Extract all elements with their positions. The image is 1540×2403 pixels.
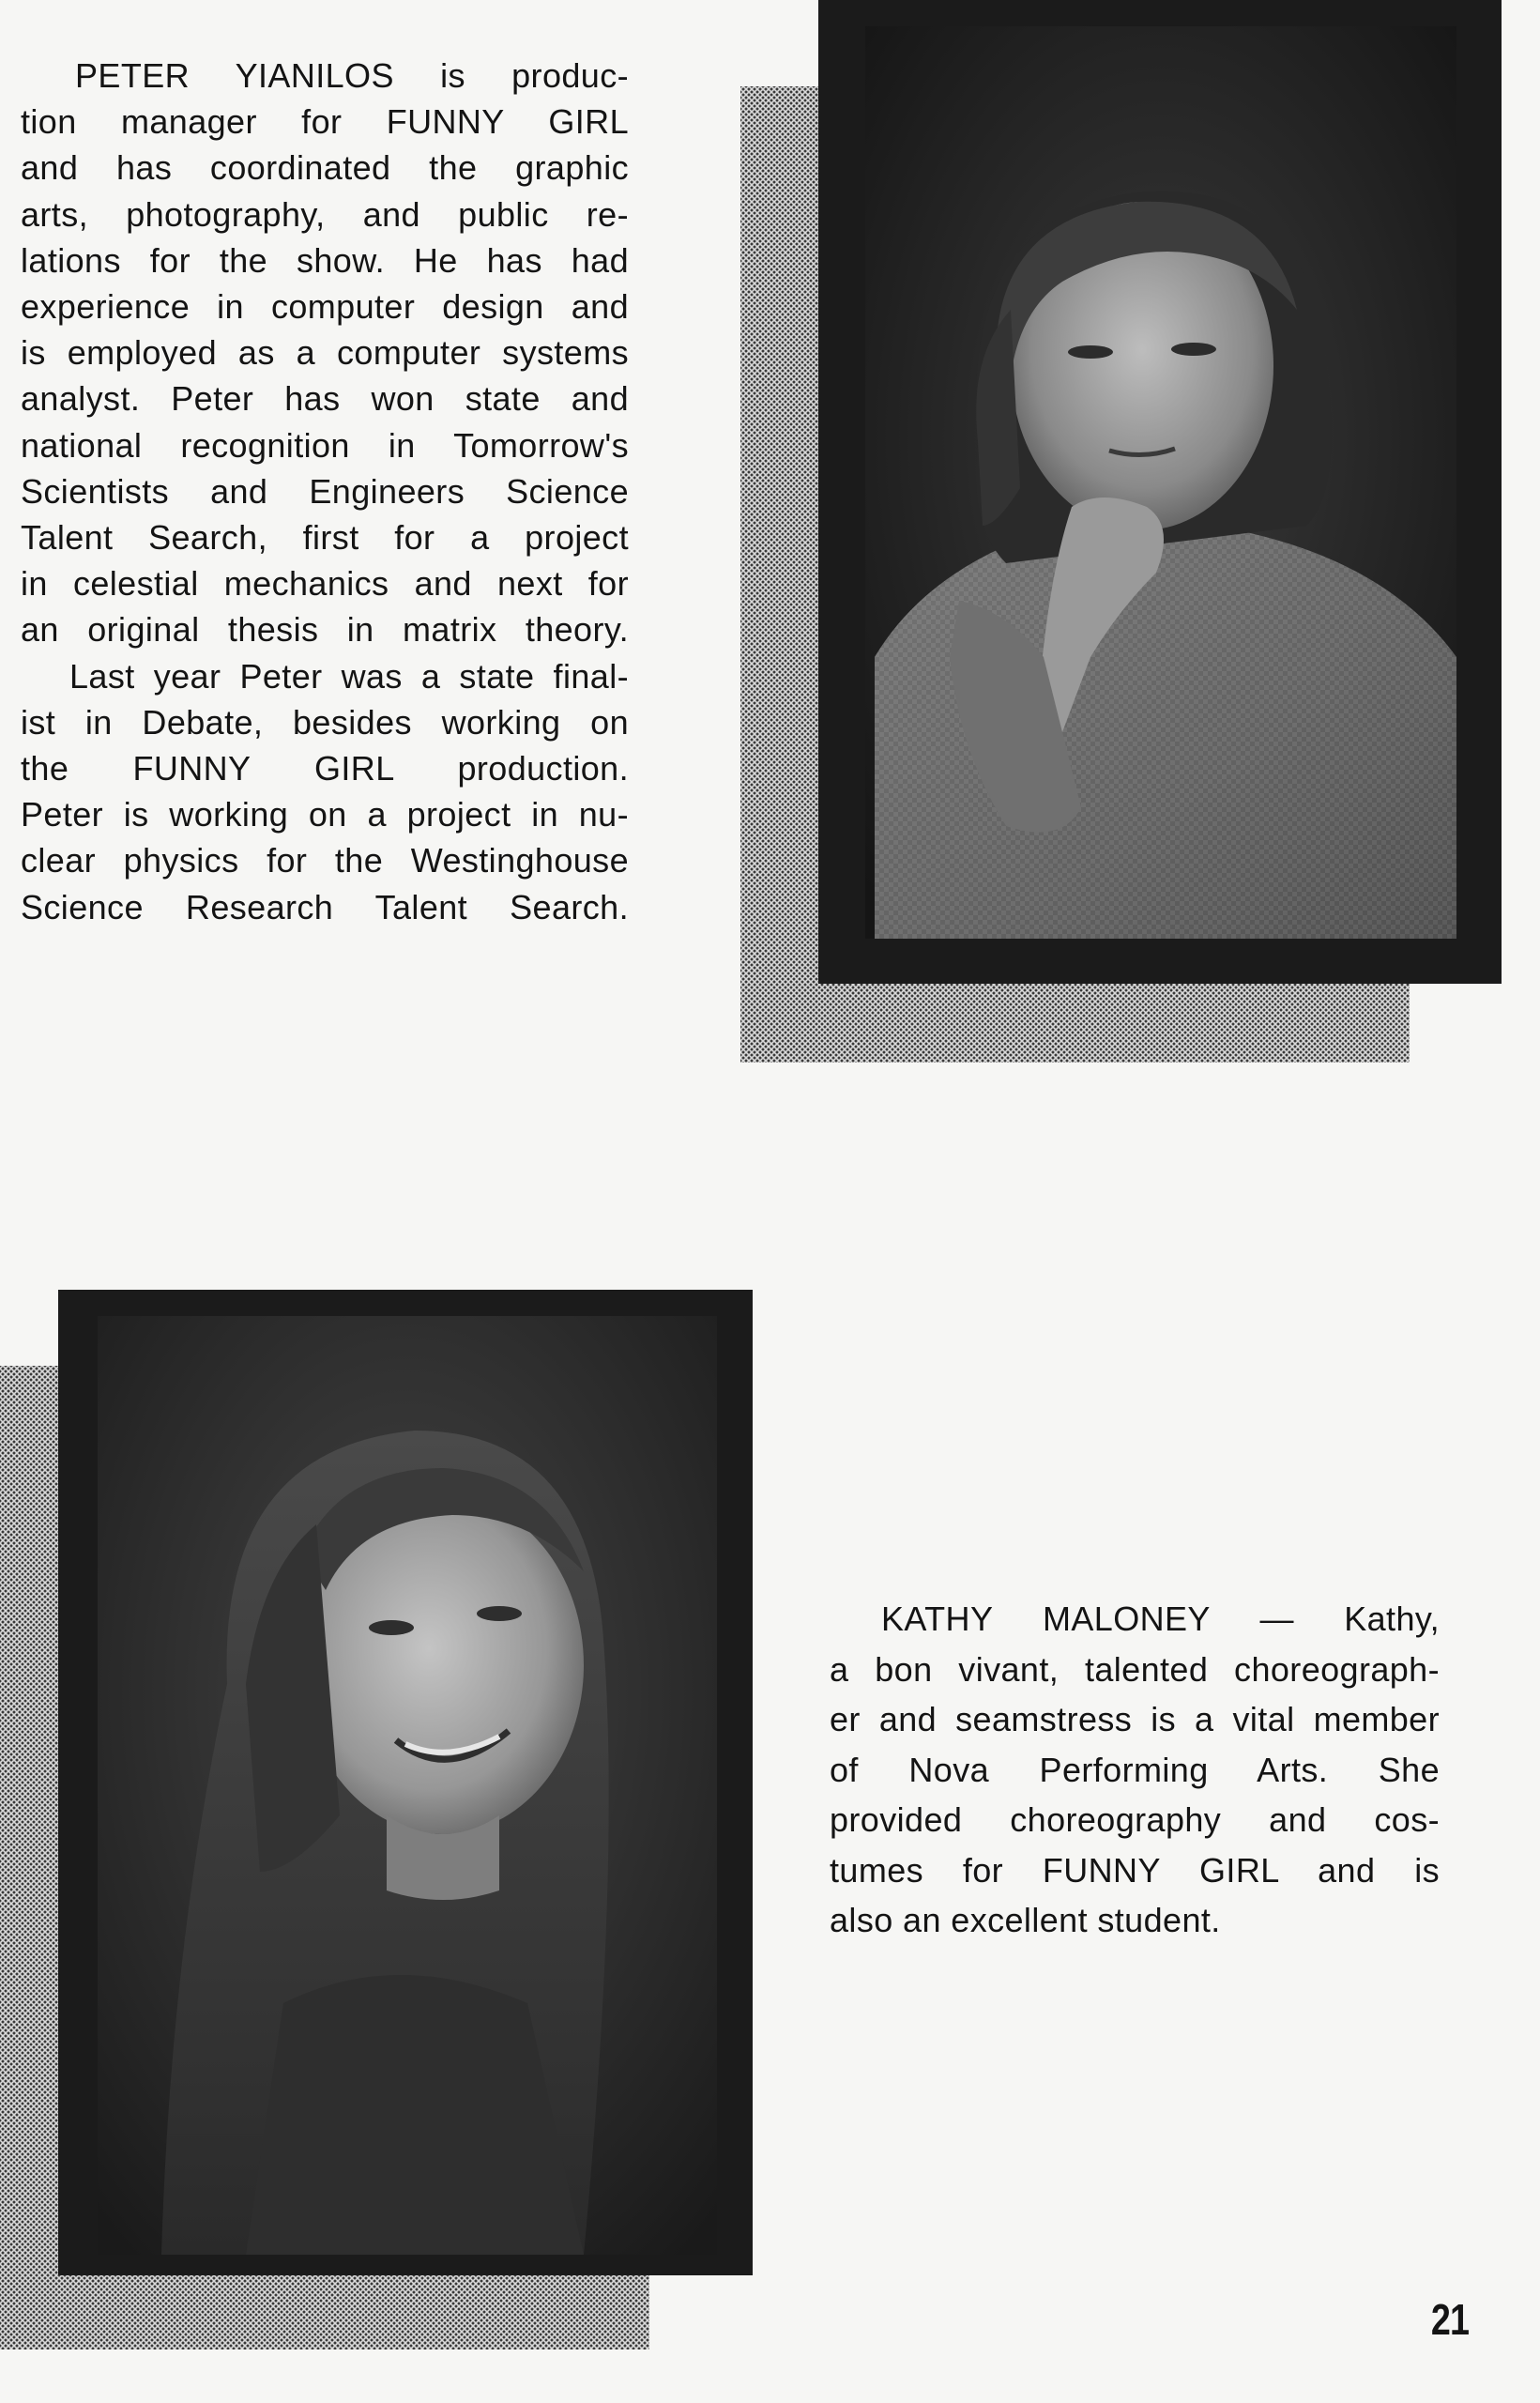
kathy-portrait-image [58,1290,753,2275]
bio-line: tion manager for FUNNY GIRL [21,102,629,142]
bio-line: national recognition in Tomorrow's [21,425,629,465]
bio-line: also an excellent student. [830,1901,1221,1939]
bio-line: KATHY MALONEY — Kathy, [881,1599,1440,1638]
bio-line: is employed as a computer systems [21,333,629,373]
bio-line: in celestial mechanics and next for [21,564,629,604]
bio-peter [21,53,629,930]
bio-line: Peter is working on a project in nu- [21,795,629,834]
bio-line: Science Research Talent Search. [21,887,629,926]
bio-line: experience in computer design and [21,287,629,327]
peter-portrait-image [818,0,1502,984]
bio-kathy [830,1594,1440,1946]
bio-line: Scientists and Engineers Science [21,471,629,511]
bio-line: Last year Peter was a state final- [69,656,629,696]
bio-line: er and seamstress is a vital member [830,1700,1440,1738]
bio-line: arts, photography, and public re- [21,194,629,234]
bio-line: tumes for FUNNY GIRL and is [830,1850,1440,1890]
bio-line: a bon vivant, talented choreograph- [830,1649,1440,1689]
bio-line: provided choreography and cos- [830,1800,1440,1839]
bio-line: lations for the show. He has had [21,240,629,280]
bio-line: clear physics for the Westinghouse [21,841,629,880]
bio-line: PETER YIANILOS is produc- [75,56,629,95]
bio-line: of Nova Performing Arts. She [830,1750,1440,1789]
bio-line: Talent Search, first for a project [21,518,629,558]
bio-line: and has coordinated the graphic [21,148,629,188]
peter-portrait-photo [818,0,1502,984]
page-number: 21 [1430,2295,1469,2344]
kathy-portrait-photo [58,1290,753,2275]
bio-line: ist in Debate, besides working on [21,702,629,742]
bio-line: an original thesis in matrix theory. [21,610,629,650]
bio-line: analyst. Peter has won state and [21,379,629,419]
bio-line: the FUNNY GIRL production. [21,749,629,788]
